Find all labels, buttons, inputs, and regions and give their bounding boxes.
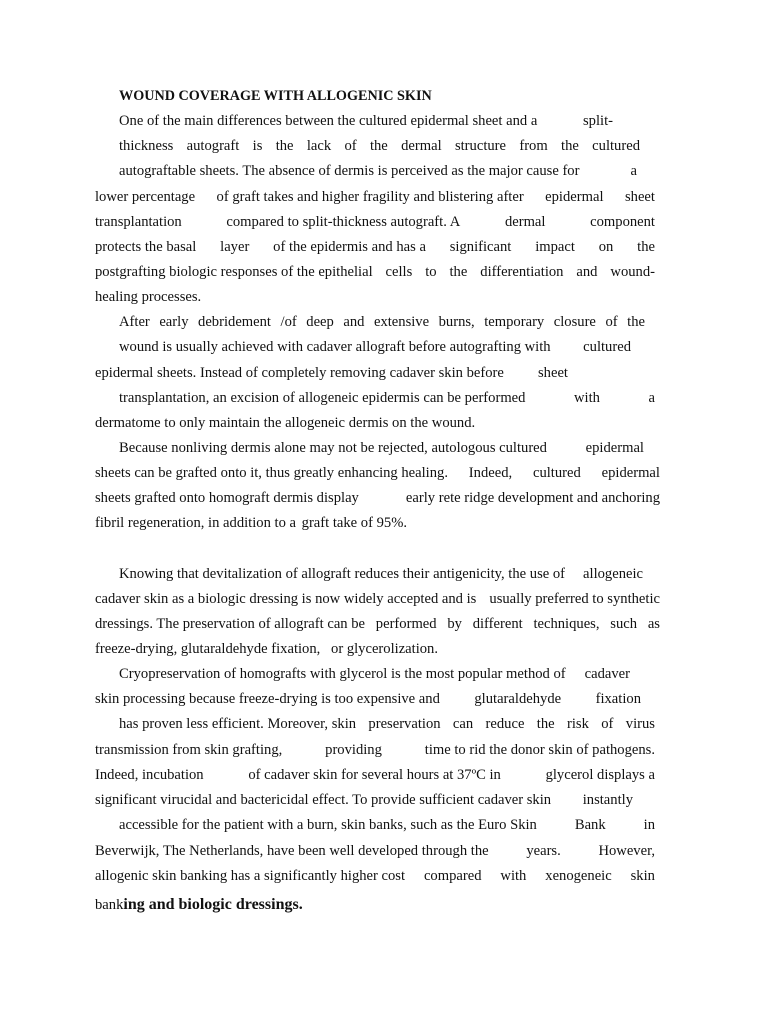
section-heading: WOUND COVERAGE WITH ALLOGENIC SKIN [119,87,432,104]
text-segment: epidermal [585,439,644,456]
text-line [119,712,655,737]
text-line [95,511,407,536]
text-segment: of graft takes and higher fragility and blistering after [216,188,524,205]
text-segment: dermal [401,137,442,154]
text-segment: preservation [368,715,441,732]
text-segment: epidermal sheets. Instead of completely removing cadaver skin before [95,364,504,381]
text-segment: sheet [538,364,568,381]
text-segment: of the epidermis and has a [273,238,426,255]
text-line [119,813,655,838]
closing-bold-text: ing and biologic dressings. [123,895,303,913]
text-segment: usually preferred to synthetic [489,590,660,607]
text-segment: structure [454,137,507,154]
text-segment: of cadaver skin for several hours at 37ºC in [248,766,501,783]
closing-regular-text: bank [95,896,124,913]
text-segment: lack [306,137,332,154]
text-segment: significant virucidal and bactericidal effect. To provide sufficient cadaver skin [95,791,552,808]
text-segment: of [605,313,618,330]
text-segment: compared to split-thickness autograft. A [226,213,461,230]
text-segment: impact [535,238,575,255]
text-line [95,637,438,662]
text-line [95,260,655,285]
text-segment: the [275,137,294,154]
text-segment: with [574,389,600,406]
text-segment: split- [583,112,613,129]
text-segment: time to rid the donor skin of pathogens. [424,741,655,758]
text-segment: After [119,313,150,330]
text-segment: autograft [186,137,240,154]
text-line [119,109,613,134]
text-segment: temporary [484,313,545,330]
text-segment: sheets can be grafted onto it, thus greatly enhancing healing. [95,464,448,481]
text-segment: instantly [582,791,633,808]
text-line [119,386,655,411]
text-line [95,687,641,712]
text-segment: compared [423,867,482,884]
text-segment: Cryopreservation of homografts with glycerol is the most popular method of [119,665,566,682]
text-segment: xenogeneic [545,867,612,884]
text-segment: significant [449,238,512,255]
text-segment: can [452,715,474,732]
text-segment: on [598,238,614,255]
text-segment: closure [553,313,596,330]
text-line [95,235,655,260]
text-line [119,436,644,461]
text-segment: transplantation, an excision of allogeneic epidermis can be performed [119,389,526,406]
text-segment: glutaraldehyde [474,690,562,707]
text-segment: sheets grafted onto homograft dermis display [95,489,359,506]
text-segment: transmission from skin grafting, [95,741,283,758]
text-line [95,738,655,763]
text-line [119,134,640,159]
text-segment: wound- [610,263,655,280]
text-segment: Bank [574,816,606,833]
text-segment: a [630,162,637,179]
text-line [95,587,660,612]
text-segment: the [369,137,388,154]
text-segment: as [647,615,660,632]
text-segment: autograftable sheets. The absence of dermis is perceived as the major cause for [119,162,580,179]
text-segment: such [610,615,638,632]
text-segment: freeze-drying, glutaraldehyde fixation, [95,640,321,657]
text-line [119,662,630,687]
text-segment: is [252,137,263,154]
text-segment: the [561,137,579,154]
text-line [95,486,660,511]
text-segment: cultured [592,137,640,154]
text-segment: by [447,615,462,632]
text-segment: Beverwijk, The Netherlands, have been well developed through the [95,842,489,859]
text-line [95,612,660,637]
text-segment: a [648,389,655,406]
text-line [119,159,637,184]
text-segment: cadaver [584,665,630,682]
text-segment: cells [385,263,413,280]
text-line [95,285,655,310]
text-segment: cultured [583,338,631,355]
text-segment: different [472,615,523,632]
text-segment: sheet [624,188,655,205]
text-line [119,562,643,587]
closing-line [95,892,303,917]
text-segment: wound is usually achieved with cadaver allograft before autografting with [119,338,551,355]
text-segment: lower percentage [95,188,196,205]
text-line [95,788,633,813]
text-segment: thickness [119,137,174,154]
text-segment: differentiation [480,263,564,280]
text-segment: allogenic skin banking has a significantly higher cost [95,867,406,884]
text-segment: debridement [198,313,271,330]
text-segment: glycerol displays a [545,766,655,783]
text-line [95,361,568,386]
text-segment: Indeed, [468,464,513,481]
text-segment: to [425,263,437,280]
text-segment: dermal [504,213,546,230]
text-segment: and [576,263,598,280]
text-segment: transplantation [95,213,182,230]
text-segment: cultured [532,464,581,481]
text-segment: performed [375,615,437,632]
text-segment: the [449,263,468,280]
text-segment: fibril regeneration, in addition to a [95,514,297,531]
text-segment: dressings. The preservation of allograft can be [95,615,366,632]
text-segment: fixation [595,690,641,707]
text-segment: in [643,816,655,833]
text-line [119,335,631,360]
text-segment: One of the main differences between the cultured epidermal sheet and a [119,112,538,129]
text-segment: epidermal [545,188,604,205]
text-line [95,411,655,436]
text-segment: allogeneic [583,565,643,582]
text-segment: of [601,715,614,732]
text-segment: graft take of 95%. [301,514,407,531]
text-segment: dermatome to only maintain the allogeneic dermis on the wound. [95,414,476,431]
text-segment: skin [630,867,655,884]
text-line [119,310,645,335]
text-segment: has proven less efficient. Moreover, skin [119,715,357,732]
text-line [95,210,655,235]
text-segment: with [500,867,527,884]
text-segment: or glycerolization. [331,640,438,657]
text-line [95,461,660,486]
text-segment: layer [220,238,250,255]
text-segment: techniques, [533,615,600,632]
text-segment: reduce [485,715,525,732]
text-segment: the [627,313,645,330]
text-segment: skin processing because freeze-drying is too expensive and [95,690,440,707]
text-segment: from [519,137,548,154]
text-line [95,839,655,864]
text-line [95,864,655,889]
text-segment: However, [598,842,655,859]
text-segment: the [536,715,555,732]
text-segment: Knowing that devitalization of allograft reduces their antigenicity, the use of [119,565,566,582]
text-line [95,185,655,210]
text-segment: postgrafting biologic responses of the epithelial [95,263,373,280]
text-segment: years. [526,842,561,859]
text-segment: cadaver skin as a biologic dressing is now widely accepted and is [95,590,477,607]
text-segment: early [159,313,189,330]
text-segment: risk [566,715,589,732]
text-segment: and [343,313,365,330]
text-segment: early rete ridge development and anchoring [405,489,660,506]
text-segment: /of [280,313,297,330]
text-segment: providing [325,741,382,758]
text-segment: accessible for the patient with a burn, skin banks, such as the Euro Skin [119,816,537,833]
text-segment: extensive [373,313,430,330]
text-segment: Because nonliving dermis alone may not be rejected, autologous cultured [119,439,547,456]
text-segment: virus [625,715,655,732]
text-segment: component [590,213,655,230]
text-segment: protects the basal [95,238,197,255]
text-segment: burns, [438,313,475,330]
text-segment: the [637,238,655,255]
text-segment: epidermal [601,464,660,481]
text-segment: Indeed, incubation [95,766,204,783]
text-segment: healing processes. [95,288,202,305]
text-segment: deep [306,313,334,330]
text-segment: of [344,137,357,154]
text-line [95,763,655,788]
